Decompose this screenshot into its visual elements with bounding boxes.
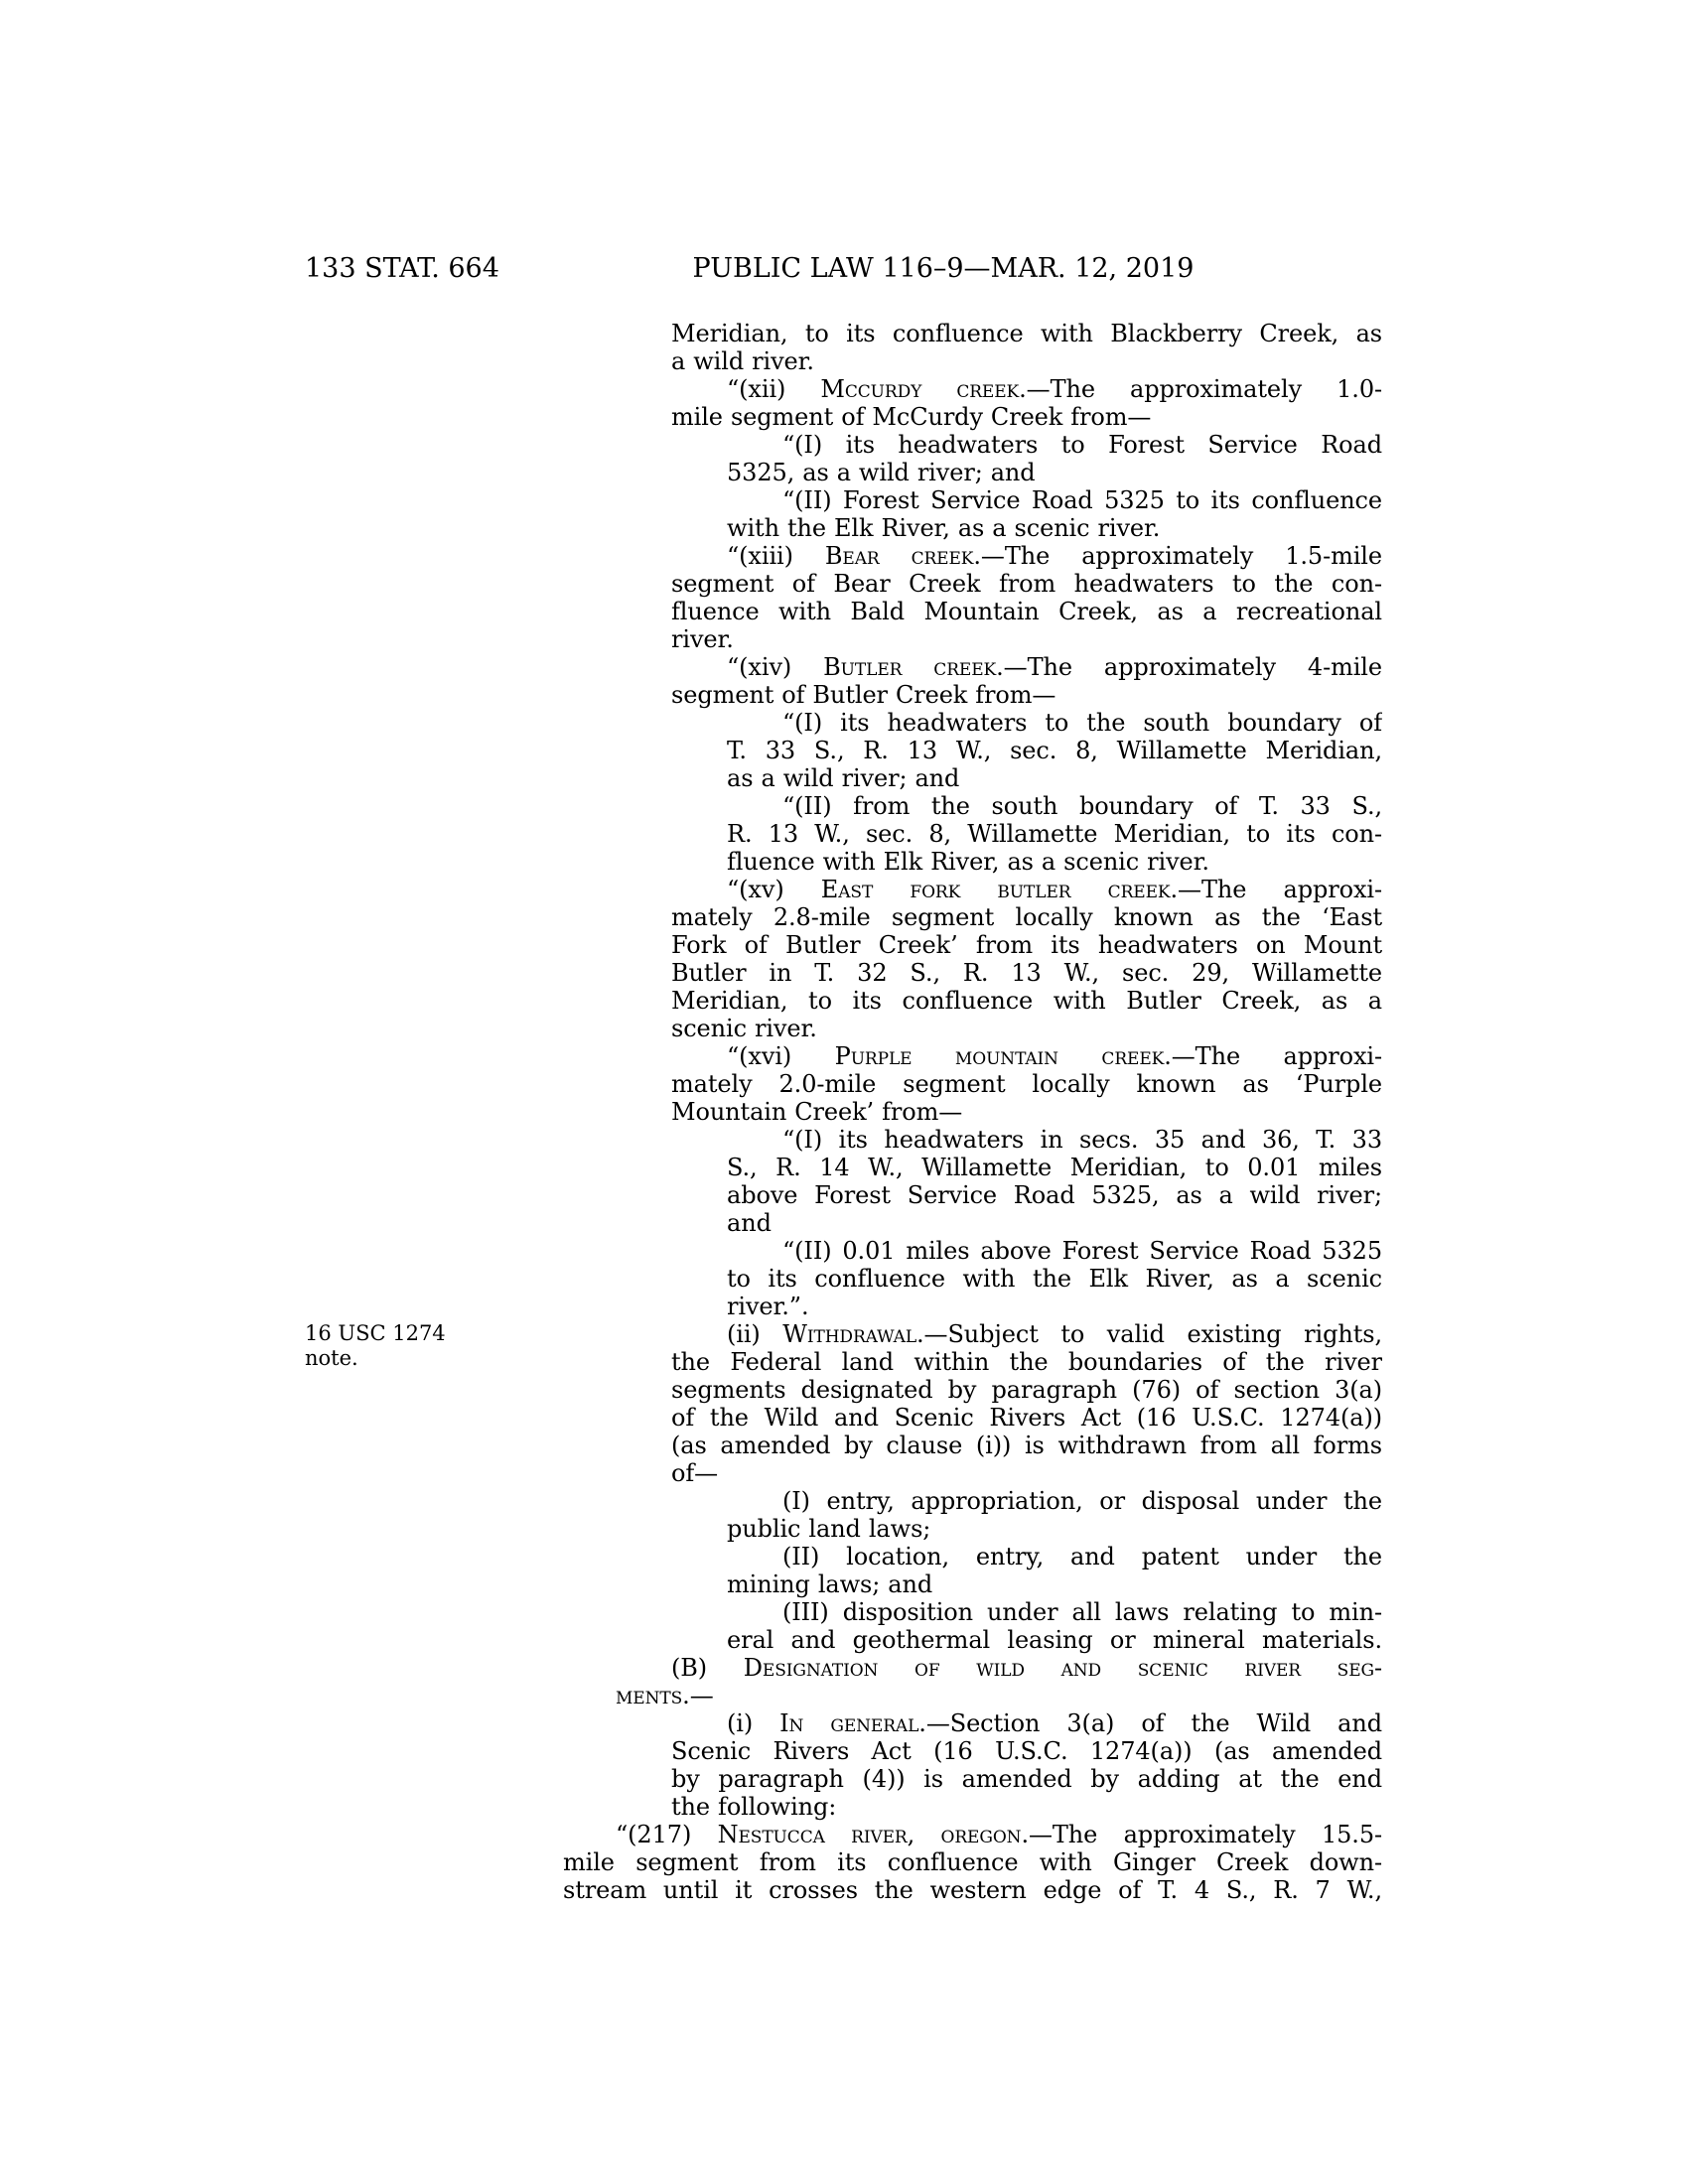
text-line <box>727 653 1382 681</box>
text-run: with the Elk River, as a scenic river. <box>727 514 1161 542</box>
text-run: Meridian, to its confluence with Blackberry Creek, as <box>671 320 1382 347</box>
text-line <box>782 1237 1382 1265</box>
text-line <box>671 1348 1382 1376</box>
text-run: S., R. 14 W., Willamette Meridian, to 0.01 miles <box>727 1154 1382 1181</box>
text-run: .—Section 3(a) of the Wild and <box>918 1709 1382 1737</box>
text-line <box>727 459 1382 486</box>
text-run: T. 33 S., R. 13 W., sec. 8, Willamette Meridian, <box>727 737 1382 764</box>
text-line <box>671 931 1382 959</box>
text-line <box>671 1015 1382 1042</box>
text-run: “(II) from the south boundary of T. 33 S., <box>782 792 1382 820</box>
text-run: “(xvi) <box>727 1042 835 1070</box>
text-line <box>727 514 1382 542</box>
text-run: mining laws; and <box>727 1570 933 1598</box>
text-line <box>727 1320 1382 1348</box>
text-line <box>782 709 1382 737</box>
text-line <box>563 1876 1382 1904</box>
text-line <box>671 1070 1382 1098</box>
text-line <box>727 876 1382 903</box>
text-run: Fork of Butler Creek’ from its headwaters on Mount <box>671 931 1382 959</box>
text-run: as a wild river; and <box>727 764 960 792</box>
text-run: .—The approximately 1.0- <box>1019 375 1382 403</box>
text-line <box>782 1487 1382 1515</box>
margin-note <box>305 1321 533 1371</box>
text-run: “(xiii) <box>727 542 825 570</box>
text-run: of the Wild and Scenic Rivers Act (16 U.S.C. 1274(a)) <box>671 1404 1382 1432</box>
text-line <box>671 1737 1382 1765</box>
text-run: .—The approximately 1.5-mile <box>973 542 1382 570</box>
text-run: scenic river. <box>671 1015 817 1042</box>
text-line <box>563 1848 1382 1876</box>
text-run: mile segment from its confluence with Ginger Creek down- <box>563 1848 1382 1876</box>
text-run: mately 2.0-mile segment locally known as ‘Purple <box>671 1070 1382 1098</box>
text-run: mately 2.8-mile segment locally known as the ‘East <box>671 903 1382 931</box>
text-run: 5325, as a wild river; and <box>727 459 1036 486</box>
text-run: river. <box>671 625 734 653</box>
text-run: .—The approxi- <box>1170 876 1382 903</box>
text-run: (i) <box>727 1709 780 1737</box>
text-line <box>727 1209 1382 1237</box>
text-run: (I) entry, appropriation, or disposal under the <box>782 1487 1382 1515</box>
text-line <box>782 1126 1382 1154</box>
small-caps-heading: Butler creek <box>823 653 997 681</box>
text-run: (as amended by clause (i)) is withdrawn from all forms <box>671 1432 1382 1459</box>
text-line <box>727 542 1382 570</box>
text-run: Meridian, to its confluence with Butler Creek, as a <box>671 987 1382 1015</box>
text-run: Scenic Rivers Act (16 U.S.C. 1274(a)) (as amended <box>671 1737 1382 1765</box>
text-run: “(II) Forest Service Road 5325 to its confluence <box>782 486 1382 514</box>
text-run: Butler in T. 32 S., R. 13 W., sec. 29, Willamette <box>671 959 1382 987</box>
text-line <box>671 320 1382 347</box>
text-line <box>727 375 1382 403</box>
text-line <box>727 820 1382 848</box>
text-run: river.”. <box>727 1293 809 1320</box>
text-line <box>727 1265 1382 1293</box>
text-run: by paragraph (4)) is amended by adding at the end <box>671 1765 1382 1793</box>
text-line <box>616 1821 1382 1848</box>
text-run: “(xii) <box>727 375 821 403</box>
text-line <box>671 681 1382 709</box>
small-caps-heading: Designation of wild and scenic river seg- <box>743 1654 1382 1682</box>
text-line <box>671 959 1382 987</box>
text-run: “(I) its headwaters to the south boundary of <box>782 709 1382 737</box>
text-line <box>671 1376 1382 1404</box>
text-line <box>727 1042 1382 1070</box>
text-run: segment of Butler Creek from— <box>671 681 1056 709</box>
text-run: (II) location, entry, and patent under the <box>782 1543 1382 1570</box>
text-run: the following: <box>671 1793 837 1821</box>
text-run: fluence with Bald Mountain Creek, as a recreational <box>671 598 1382 625</box>
text-run: segments designated by paragraph (76) of section 3(a) <box>671 1376 1382 1404</box>
text-run: above Forest Service Road 5325, as a wild river; <box>727 1181 1382 1209</box>
text-run: R. 13 W., sec. 8, Willamette Meridian, to its con- <box>727 820 1382 848</box>
text-run: segment of Bear Creek from headwaters to the con- <box>671 570 1382 598</box>
text-run: .—Subject to valid existing rights, <box>916 1320 1382 1348</box>
text-line <box>671 987 1382 1015</box>
text-run: mile segment of McCurdy Creek from— <box>671 403 1152 431</box>
text-line <box>782 486 1382 514</box>
small-caps-heading: Purple mountain creek <box>834 1042 1165 1070</box>
text-run: to its confluence with the Elk River, as a scenic <box>727 1265 1382 1293</box>
text-run: (B) <box>671 1654 744 1682</box>
law-title: PUBLIC LAW 116–9—MAR. 12, 2019 <box>692 253 1195 284</box>
text-line <box>782 1598 1382 1626</box>
text-line <box>671 1793 1382 1821</box>
text-run: eral and geothermal leasing or mineral materials. <box>727 1626 1382 1654</box>
text-line <box>782 431 1382 459</box>
text-run: .—The approximately 4-mile <box>996 653 1382 681</box>
small-caps-heading: Mccurdy creek <box>820 375 1020 403</box>
text-line <box>671 1765 1382 1793</box>
text-run: (III) disposition under all laws relating to min- <box>782 1598 1382 1626</box>
text-line <box>727 1154 1382 1181</box>
text-run: a wild river. <box>671 347 814 375</box>
text-line <box>727 1181 1382 1209</box>
text-run: “(xv) <box>727 876 821 903</box>
small-caps-heading: Nestucca river, oregon <box>717 1821 1022 1848</box>
text-run: .—The approximately 15.5- <box>1021 1821 1382 1848</box>
text-line <box>671 903 1382 931</box>
text-line <box>671 598 1382 625</box>
margin-note-line: note. <box>305 1346 358 1370</box>
text-run: and <box>727 1209 772 1237</box>
text-run: (ii) <box>727 1320 783 1348</box>
text-line <box>782 1543 1382 1570</box>
text-line <box>671 1432 1382 1459</box>
text-run: Mountain Creek’ from— <box>671 1098 963 1126</box>
text-run: “(I) its headwaters in secs. 35 and 36, T. 33 <box>782 1126 1382 1154</box>
text-run: — <box>689 1682 714 1709</box>
text-line <box>671 570 1382 598</box>
text-run: fluence with Elk River, as a scenic river. <box>727 848 1209 876</box>
text-run: .—The approxi- <box>1164 1042 1382 1070</box>
text-line <box>671 1098 1382 1126</box>
text-line <box>616 1682 1382 1709</box>
text-line <box>671 347 1382 375</box>
text-run: “(xiv) <box>727 653 824 681</box>
text-line <box>782 792 1382 820</box>
text-line <box>727 1570 1382 1598</box>
stat-page-number: 133 STAT. 664 <box>305 253 499 284</box>
text-run: “(I) its headwaters to Forest Service Road <box>782 431 1382 459</box>
text-line <box>727 1293 1382 1320</box>
text-run: stream until it crosses the western edge of T. 4 S., R. 7 W., <box>563 1876 1382 1904</box>
text-run: public land laws; <box>727 1515 931 1543</box>
text-run: of— <box>671 1459 719 1487</box>
text-line <box>727 764 1382 792</box>
text-line <box>727 737 1382 764</box>
small-caps-heading: ments. <box>616 1682 690 1709</box>
text-line <box>727 1515 1382 1543</box>
text-line <box>671 1459 1382 1487</box>
text-run: the Federal land within the boundaries of the river <box>671 1348 1382 1376</box>
small-caps-heading: Withdrawal <box>782 1320 917 1348</box>
text-line <box>671 1654 1382 1682</box>
text-line <box>727 848 1382 876</box>
text-line <box>671 1404 1382 1432</box>
text-run: “(217) <box>616 1821 718 1848</box>
small-caps-heading: Bear creek <box>824 542 974 570</box>
text-line <box>671 625 1382 653</box>
text-line <box>671 403 1382 431</box>
small-caps-heading: In general <box>779 1709 919 1737</box>
text-line <box>727 1709 1382 1737</box>
margin-note-line: 16 USC 1274 <box>305 1321 446 1345</box>
body-text <box>563 320 1382 1904</box>
text-line <box>727 1626 1382 1654</box>
small-caps-heading: East fork butler creek <box>820 876 1171 903</box>
text-run: “(II) 0.01 miles above Forest Service Road 5325 <box>782 1237 1382 1265</box>
